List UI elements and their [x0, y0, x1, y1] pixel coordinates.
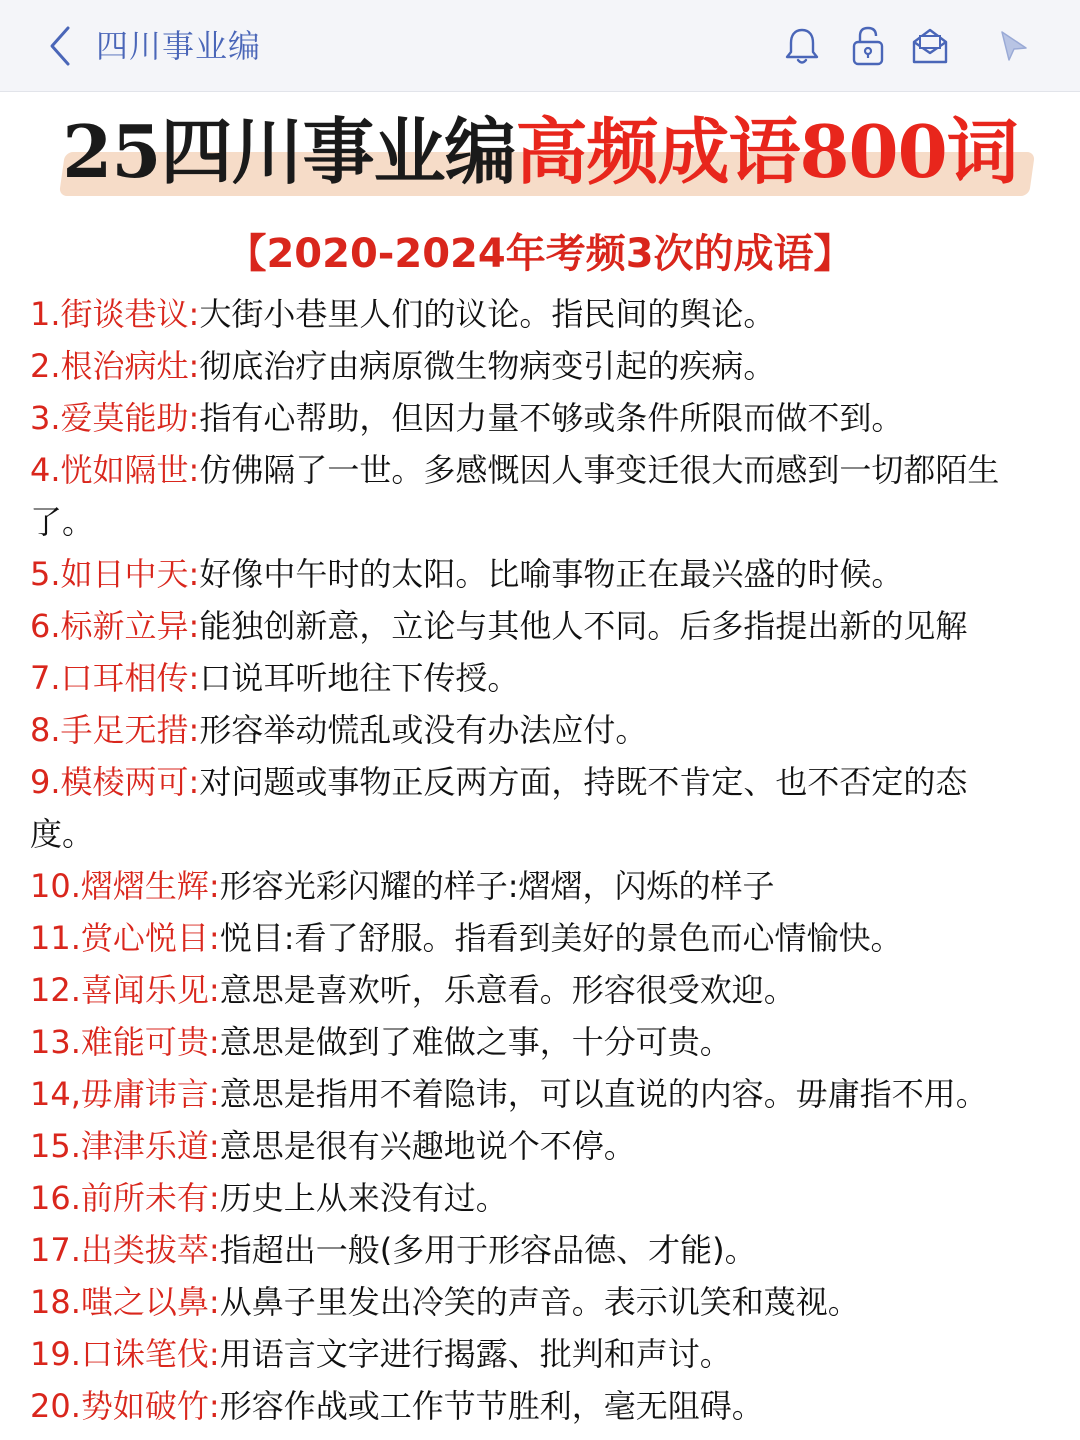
list-item: [30, 1016, 1030, 1068]
idiom-definition: 意思是喜欢听，乐意看。形容很受欢迎。: [219, 971, 796, 1009]
list-item: [30, 600, 1030, 652]
list-item: [30, 1328, 1030, 1380]
idiom-definition: 形容光彩闪耀的样子:熠熠，闪烁的样子: [219, 867, 775, 905]
idiom-term: 11.赏心悦目:: [30, 919, 220, 957]
idiom-term: 8.手足无措:: [30, 711, 200, 749]
list-item: [30, 1224, 1030, 1276]
idiom-term: 18.嗤之以鼻:: [30, 1283, 220, 1321]
headline-block: [0, 100, 1080, 210]
list-item: [30, 652, 1030, 704]
idiom-term: 5.如日中天:: [30, 555, 200, 593]
idiom-definition: 口说耳听地往下传授。: [199, 659, 520, 697]
idiom-definition: 对问题或事物正反两方面，持既不肯定、也不否定的态度。: [30, 763, 968, 853]
top-nav-bar: [0, 0, 1080, 92]
lock-icon[interactable]: [846, 24, 890, 68]
idiom-term: 20.势如破竹:: [30, 1387, 220, 1425]
list-item: [30, 964, 1030, 1016]
idiom-definition: 好像中午时的太阳。比喻事物正在最兴盛的时候。: [199, 555, 904, 593]
list-item: [30, 1172, 1030, 1224]
idiom-definition: 意思是指用不着隐讳，可以直说的内容。毋庸指不用。: [219, 1075, 988, 1113]
idiom-term: 6.标新立异:: [30, 607, 200, 645]
idiom-definition: 历史上从来没有过。: [219, 1179, 508, 1217]
idiom-definition: 指有心帮助，但因力量不够或条件所限而做不到。: [199, 399, 904, 437]
idiom-definition: 从鼻子里发出冷笑的声音。表示讥笑和蔑视。: [219, 1283, 860, 1321]
idiom-term: 1.街谈巷议:: [30, 295, 200, 333]
send-arrow-icon[interactable]: [992, 24, 1036, 68]
list-item: [30, 340, 1030, 392]
idiom-definition: 彻底治疗由病原微生物病变引起的疾病。: [199, 347, 776, 385]
list-item: [30, 1380, 1030, 1432]
bell-icon[interactable]: [780, 24, 824, 68]
idiom-term: 7.口耳相传:: [30, 659, 200, 697]
idiom-term: 9.模棱两可:: [30, 763, 200, 801]
subtitle: 【2020-2024年考频3次的成语】: [226, 231, 854, 277]
idiom-term: 16.前所未有:: [30, 1179, 220, 1217]
idiom-definition: 用语言文字进行揭露、批判和声讨。: [219, 1335, 732, 1373]
idiom-definition: 大街小巷里人们的议论。指民间的舆论。: [199, 295, 776, 333]
title-part-1: 25四川事业编: [62, 109, 516, 194]
list-item: [30, 704, 1030, 756]
idiom-term: 19.口诛笔伐:: [30, 1335, 220, 1373]
idiom-definition: 形容作战或工作节节胜利，毫无阻碍。: [219, 1387, 764, 1425]
title-part-2: 高频成语800词: [515, 109, 1018, 194]
idiom-term: 17.出类拔萃:: [30, 1231, 220, 1269]
idiom-list: [30, 288, 1030, 1432]
list-item: [30, 548, 1030, 600]
idiom-term: 12.喜闻乐见:: [30, 971, 220, 1009]
nav-title[interactable]: 四川事业编: [96, 27, 262, 65]
mail-icon[interactable]: [908, 24, 952, 68]
idiom-term: 2.根治病灶:: [30, 347, 200, 385]
idiom-definition: 形容举动慌乱或没有办法应付。: [199, 711, 648, 749]
list-item: [30, 288, 1030, 340]
idiom-definition: 能独创新意，立论与其他人不同。后多指提出新的见解: [199, 607, 968, 645]
idiom-term: 10.熠熠生辉:: [30, 867, 220, 905]
list-item: [30, 444, 1030, 548]
idiom-definition: 仿佛隔了一世。多感慨因人事变迁很大而感到一切都陌生了。: [30, 451, 1000, 541]
list-item: [30, 392, 1030, 444]
idiom-definition: 意思是很有兴趣地说个不停。: [219, 1127, 636, 1165]
back-chevron-icon[interactable]: [38, 22, 86, 70]
list-item: [30, 1068, 1030, 1120]
list-item: [30, 1276, 1030, 1328]
page-title: [0, 106, 1080, 198]
idiom-term: 15.津津乐道:: [30, 1127, 220, 1165]
list-item: [30, 1120, 1030, 1172]
idiom-term: 4.恍如隔世:: [30, 451, 200, 489]
idiom-term: 3.爱莫能助:: [30, 399, 200, 437]
idiom-definition: 悦目:看了舒服。指看到美好的景色而心情愉快。: [219, 919, 903, 957]
list-item: [30, 860, 1030, 912]
idiom-definition: 指超出一般(多用于形容品德、才能)。: [219, 1231, 757, 1269]
list-item: [30, 756, 1030, 860]
idiom-term: 13.难能可贵:: [30, 1023, 220, 1061]
idiom-definition: 意思是做到了难做之事，十分可贵。: [219, 1023, 732, 1061]
idiom-term: 14,毋庸讳言:: [30, 1075, 220, 1113]
list-item: [30, 912, 1030, 964]
